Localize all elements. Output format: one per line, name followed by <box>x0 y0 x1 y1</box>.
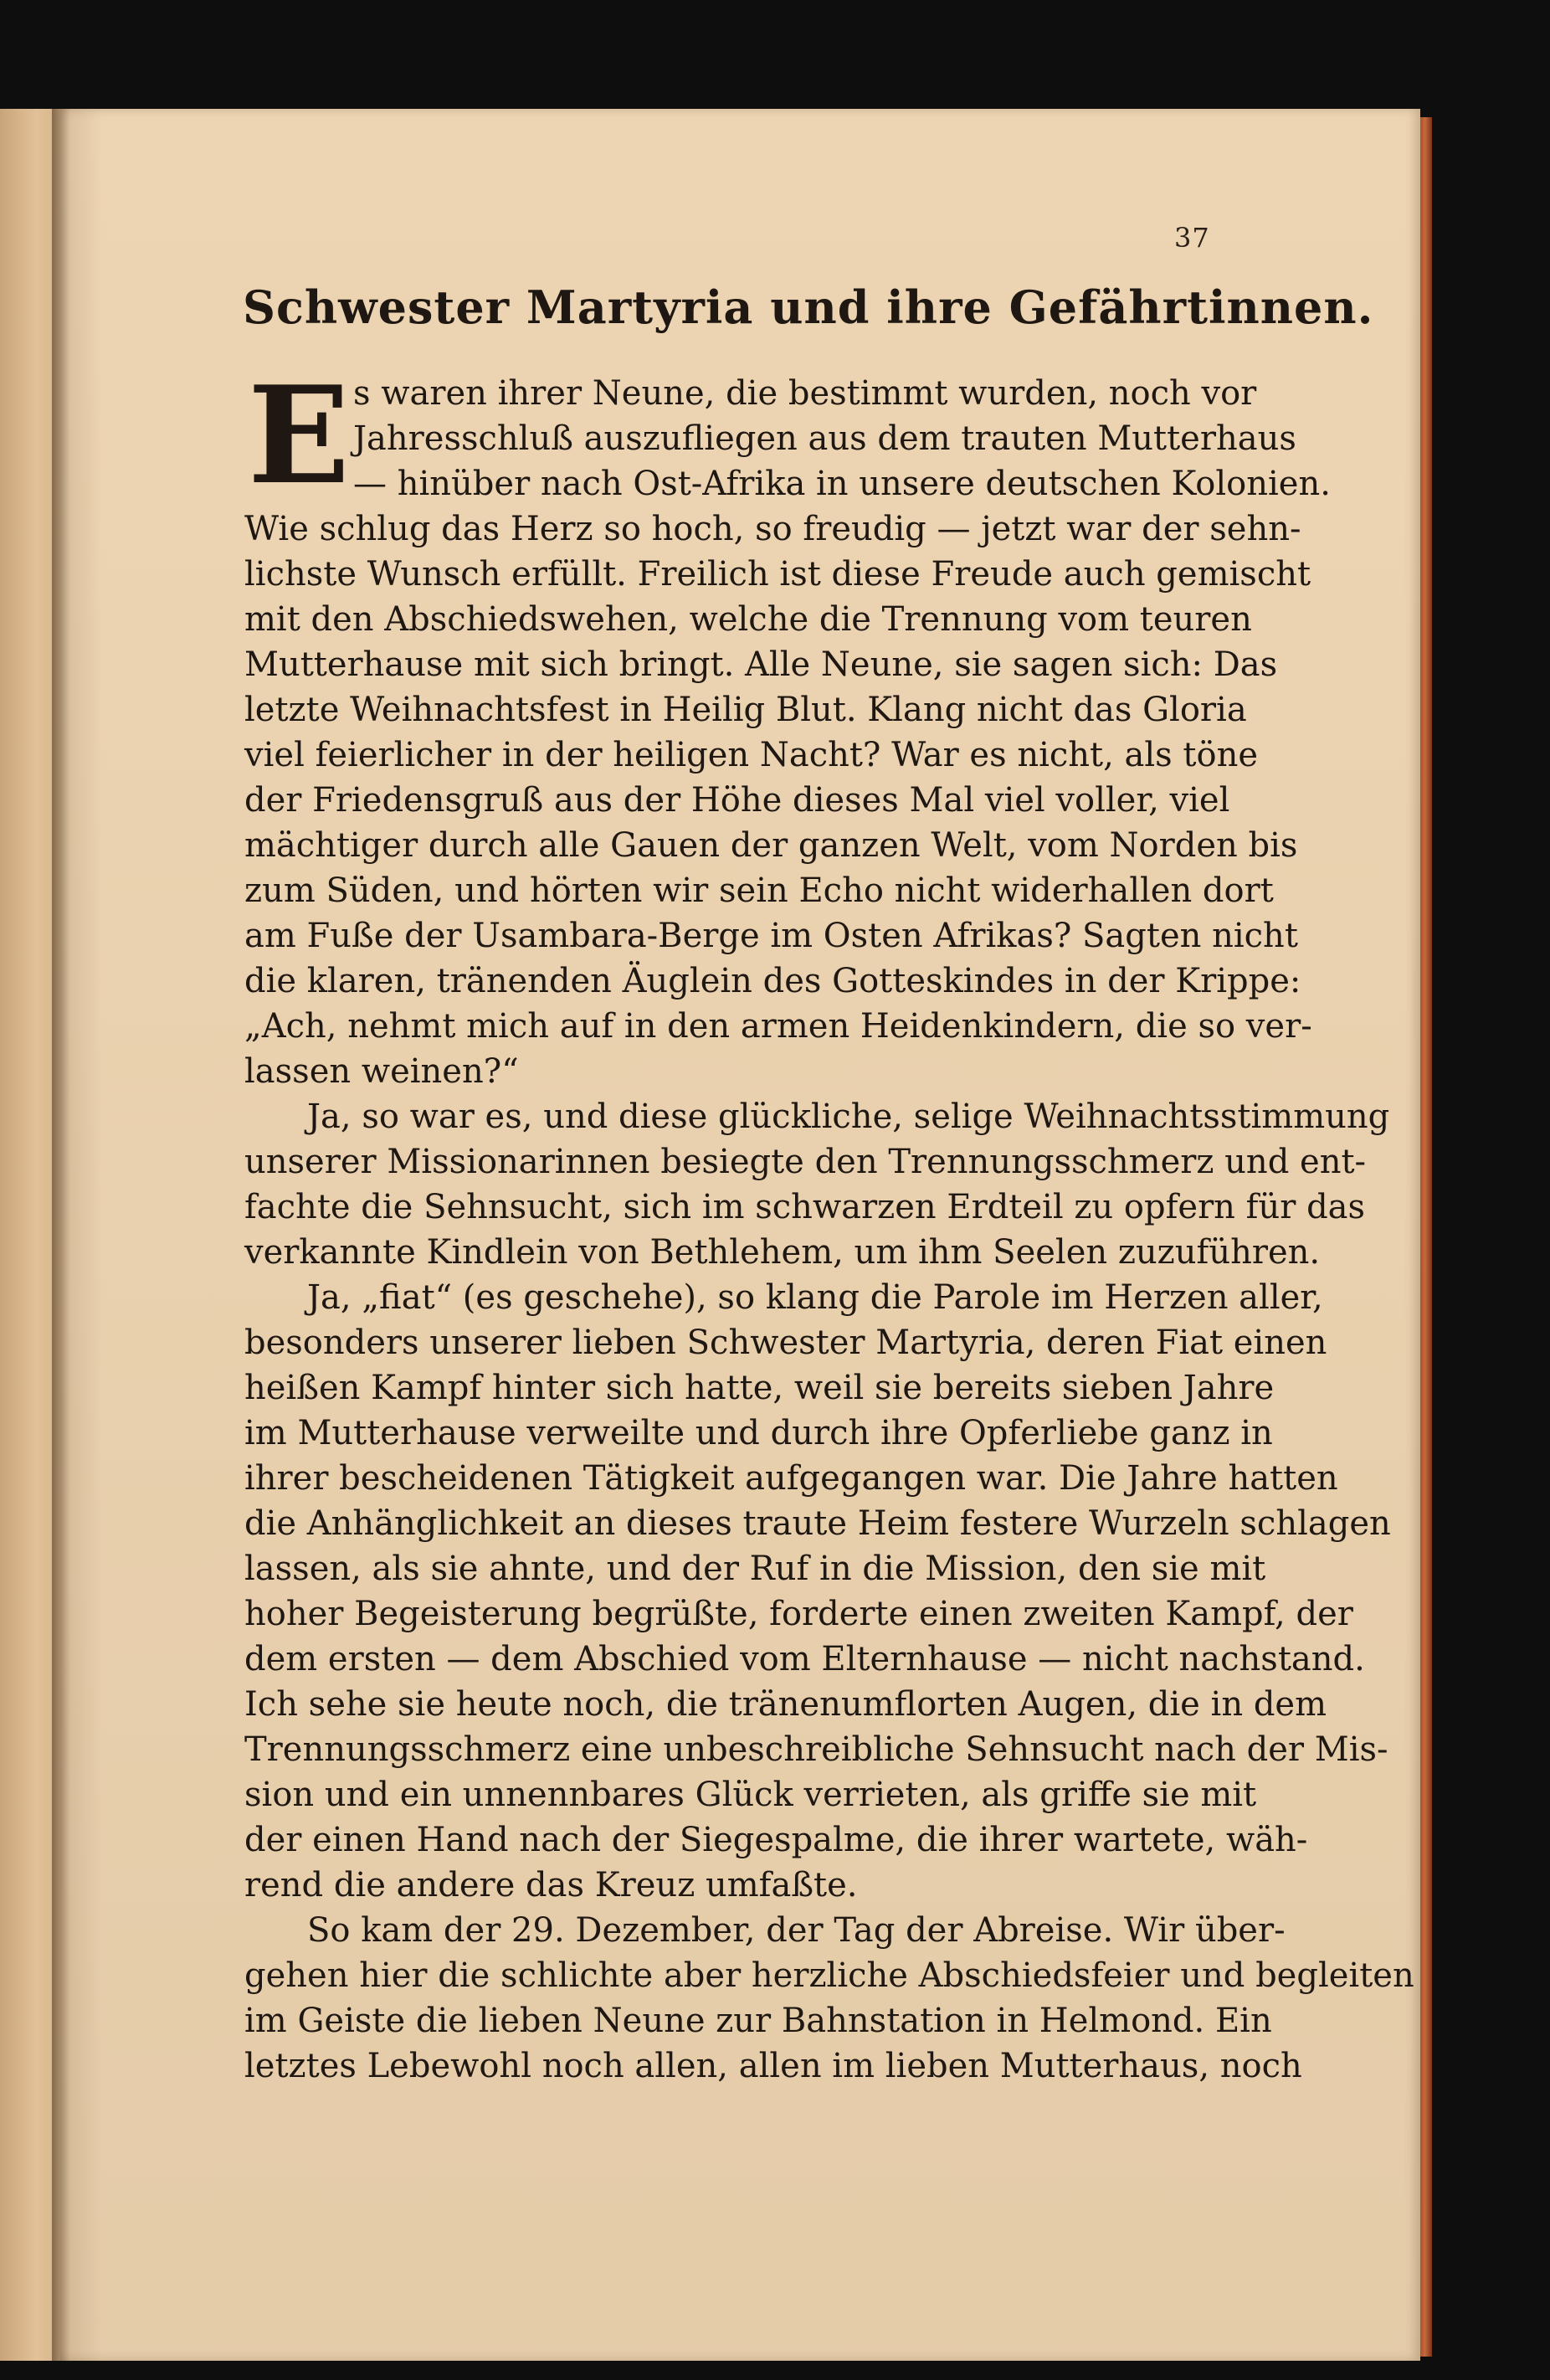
text-line: Wie schlug das Herz so hoch, so freudig — jetzt war der sehn- <box>244 510 1301 548</box>
text-line: s waren ihrer Neune, die bestimmt wurden, noch vor <box>353 374 1257 413</box>
text-line: rend die andere das Kreuz umfaßte. <box>244 1866 858 1905</box>
text-line: „Ach, nehmt mich auf in den armen Heidenkindern, die so ver- <box>244 1007 1312 1046</box>
text-line: gehen hier die schlichte aber herzliche Abschiedsfeier und begleiten <box>244 1956 1414 1995</box>
text-line: unserer Missionarinnen besiegte den Trennungsschmerz und ent- <box>244 1143 1367 1181</box>
text-line: verkannte Kindlein von Bethlehem, um ihm Seelen zuzuführen. <box>244 1233 1321 1272</box>
text-line: Trennungsschmerz eine unbeschreibliche Sehnsucht nach der Mis- <box>244 1730 1388 1769</box>
text-line: Ja, so war es, und diese glückliche, selige Weihnachtsstimmung <box>307 1097 1390 1136</box>
text-line: Ich sehe sie heute noch, die tränenumflorten Augen, die in dem <box>244 1685 1327 1724</box>
text-line: dem ersten — dem Abschied vom Elternhause — nicht nachstand. <box>244 1640 1365 1678</box>
text-line: viel feierlicher in der heiligen Nacht? War es nicht, als töne <box>244 736 1259 774</box>
text-line: am Fuße der Usambara-Berge im Osten Afrikas? Sagten nicht <box>244 917 1298 955</box>
text-line: im Mutterhause verweilte und durch ihre Opferliebe ganz in <box>244 1414 1273 1452</box>
text-line: lassen, als sie ahnte, und der Ruf in die Mission, den sie mit <box>244 1550 1266 1588</box>
text-line: heißen Kampf hinter sich hatte, weil sie bereits sieben Jahre <box>244 1369 1275 1407</box>
text-line: hoher Begeisterung begrüßte, forderte einen zweiten Kampf, der <box>244 1595 1353 1633</box>
text-line: mit den Abschiedswehen, welche die Trennung vom teuren <box>244 600 1252 639</box>
text-line: lassen weinen?“ <box>244 1052 519 1091</box>
text-line: Mutterhause mit sich bringt. Alle Neune, sie sagen sich: Das <box>244 645 1278 684</box>
text-line: letzte Weihnachtsfest in Heilig Blut. Klang nicht das Gloria <box>244 691 1247 729</box>
text-line: sion und ein unnennbares Glück verrieten, als griffe sie mit <box>244 1776 1257 1814</box>
text-line: So kam der 29. Dezember, der Tag der Abreise. Wir über- <box>307 1911 1286 1950</box>
text-line: letztes Lebewohl noch allen, allen im lieben Mutterhaus, noch <box>244 2047 1302 2085</box>
dropcap-letter: E <box>248 357 350 514</box>
text-line: der einen Hand nach der Siegespalme, die ihrer wartete, wäh- <box>244 1821 1308 1859</box>
text-line: Jahresschluß auszufliegen aus dem trauten Mutterhaus <box>353 419 1296 458</box>
text-line: im Geiste die lieben Neune zur Bahnstation in Helmond. Ein <box>244 2002 1272 2040</box>
text-line: die Anhänglichkeit an dieses traute Heim festere Wurzeln schlagen <box>244 1504 1391 1543</box>
text-line: lichste Wunsch erfüllt. Freilich ist diese Freude auch gemischt <box>244 555 1311 594</box>
paragraph-2 <box>244 1094 1390 1275</box>
page-edge-red <box>1420 117 1432 2357</box>
text-line: besonders unserer lieben Schwester Martyria, deren Fiat einen <box>244 1324 1327 1362</box>
text-line: die klaren, tränenden Äuglein des Gotteskindes in der Krippe: <box>244 962 1301 1000</box>
text-line: der Friedensgruß aus der Höhe dieses Mal viel voller, viel <box>244 781 1230 820</box>
page-title: Schwester Martyria und ihre Gefährtinnen. <box>243 280 1374 334</box>
text-line: zum Süden, und hörten wir sein Echo nicht widerhallen dort <box>244 871 1274 910</box>
book-gutter <box>52 109 70 2361</box>
lead-paragraph <box>244 357 1331 514</box>
text-line: — hinüber nach Ost-Afrika in unsere deutschen Kolonien. <box>353 465 1331 503</box>
text-line: fachte die Sehnsucht, sich im schwarzen Erdteil zu opfern für das <box>244 1188 1366 1226</box>
paragraph-1 <box>244 506 1312 1094</box>
paragraph-4 <box>244 1908 1414 2089</box>
text-line: Ja, „fiat“ (es geschehe), so klang die Parole im Herzen aller, <box>307 1278 1323 1317</box>
paragraph-3 <box>244 1275 1391 1908</box>
page-number: 37 <box>1174 222 1210 254</box>
text-line: mächtiger durch alle Gauen der ganzen Welt, vom Norden bis <box>244 826 1298 865</box>
text-line: ihrer bescheidenen Tätigkeit aufgegangen war. Die Jahre hatten <box>244 1459 1338 1498</box>
